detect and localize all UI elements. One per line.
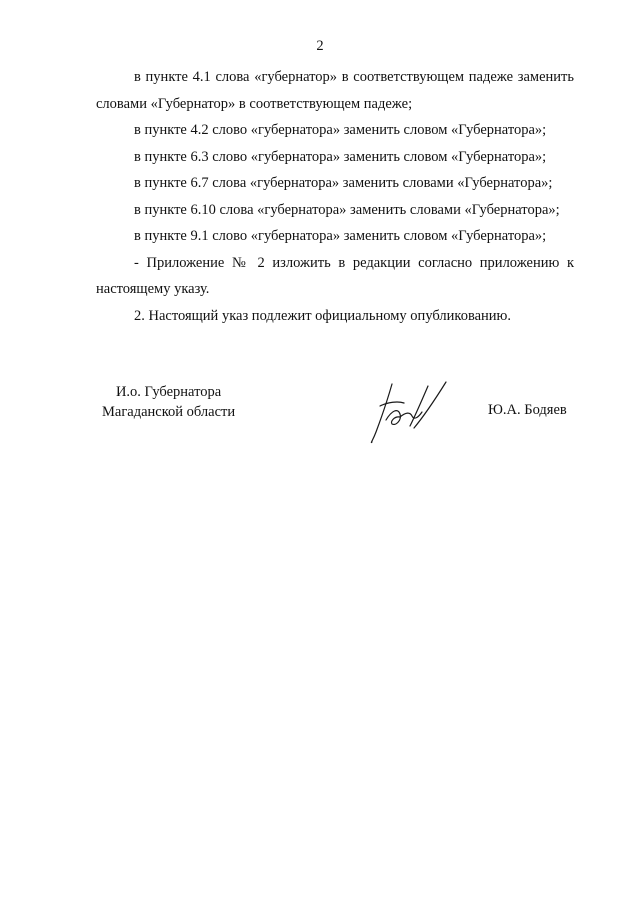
paragraph-appendix-2: - Приложение № 2 изложить в редакции согласно приложению к настоящему указу.	[96, 254, 574, 297]
handwritten-signature	[362, 376, 458, 450]
signatory-title-line-2: Магаданской области	[102, 404, 236, 420]
paragraph-item-6-10: в пункте 6.10 слова «губернатора» заменить словами «Губернатора»;	[134, 201, 560, 218]
paragraph-item-6-3: в пункте 6.3 слово «губернатора» заменить словом «Губернатора»;	[134, 148, 547, 165]
paragraph-item-4-2: в пункте 4.2 слово «губернатора» заменить словом «Губернатора»;	[134, 122, 547, 138]
paragraph-item-4-1: в пункте 4.1 слова «губернатор» в соответствующем падеже заменить словами «Губернатор» в соответствующем падеже;	[96, 69, 574, 112]
signatory-title	[102, 382, 235, 422]
paragraph-publication: 2. Настоящий указ подлежит официальному опубликованию.	[134, 307, 512, 324]
signatory-name: Ю.А. Бодяев	[488, 402, 567, 418]
paragraph-item-6-7: в пункте 6.7 слова «губернатора» заменить словами «Губернатора»;	[134, 175, 553, 191]
document-body	[96, 64, 574, 329]
page-number: 2	[316, 38, 324, 54]
signatory-title-line-1: И.о. Губернатора	[115, 384, 222, 400]
paragraph-item-9-1: в пункте 9.1 слово «губернатора» заменить словом «Губернатора»;	[134, 228, 547, 244]
